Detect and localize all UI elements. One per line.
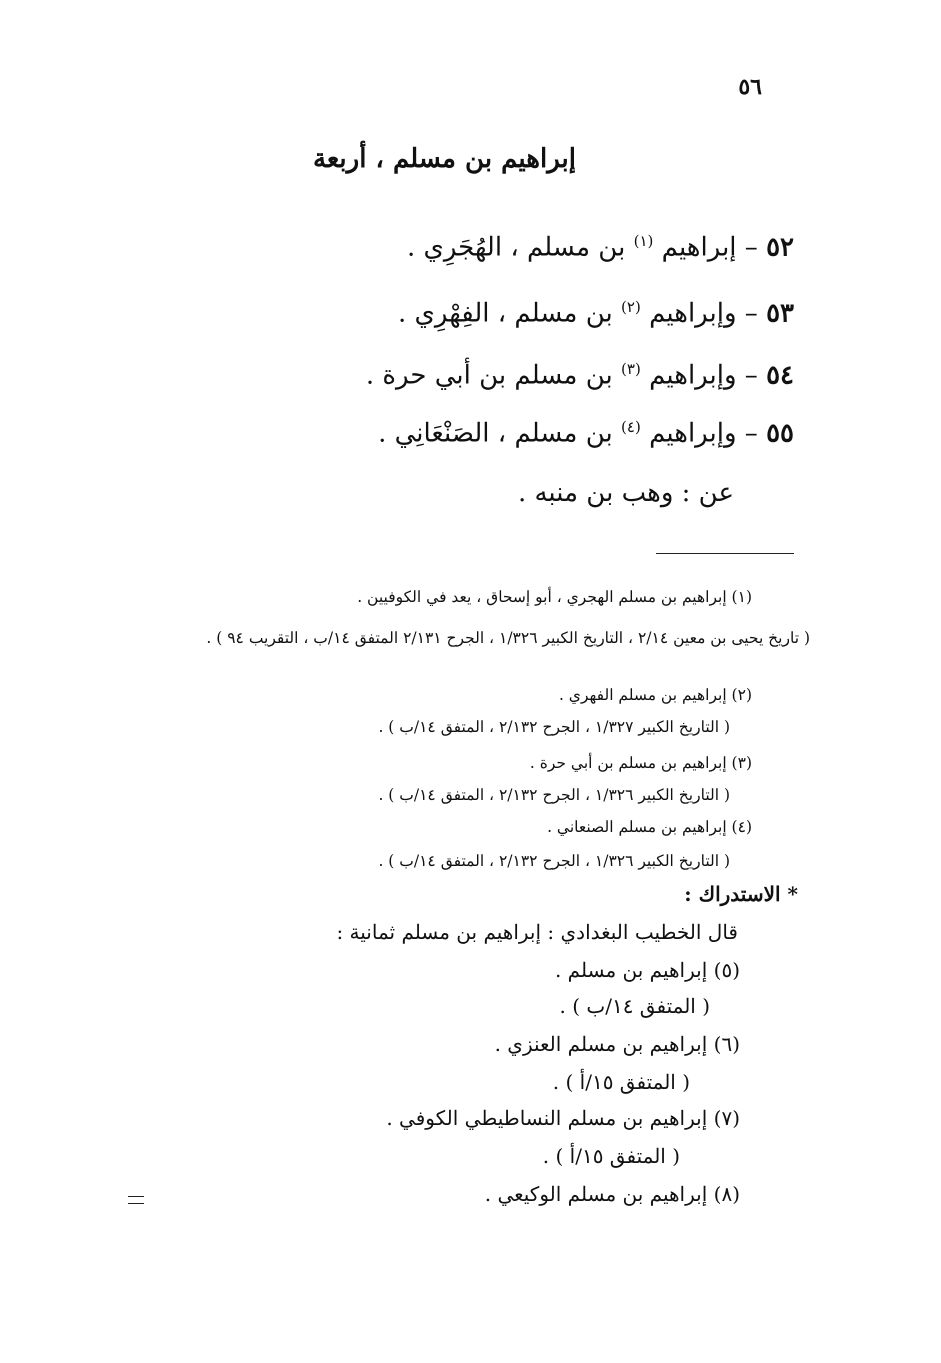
entry-54 [360,360,794,391]
istidrak-ref-5: ( المتفق ١٤/ب ) . [559,994,710,1018]
entry-53 [380,298,794,329]
entry-number: ٥٢ [766,232,794,263]
footnote-ref: (٢) [621,298,641,316]
narrator-line: عن : وهب بن منبه . [517,478,734,508]
entry-number: ٥٣ [766,298,794,329]
istidrak-ref-6: ( المتفق ١٥/أ ) . [552,1070,690,1094]
entry-name-end: بن مسلم ، الفِهْرِي . [398,298,613,329]
footnote-4-line-2: ( التاريخ الكبير ١/٣٢٦ ، الجرح ٢/١٣٢ ، المتفق ١٤/ب ) . [378,852,730,870]
footnote-separator [656,553,794,554]
istidrak-item-8: (٨) إبراهيم بن مسلم الوكيعي . [484,1182,740,1206]
entry-name-start: إبراهيم [661,232,737,263]
entry-number: ٥٤ [766,360,794,391]
istidrak-item-5: (٥) إبراهيم بن مسلم . [554,958,740,982]
footnote-2-line-1: (٢) إبراهيم بن مسلم الفهري . [558,686,752,704]
entry-52 [380,232,794,263]
section-heading: إبراهيم بن مسلم ، أربعة [312,144,576,174]
footnote-1-line-1: (١) إبراهيم بن مسلم الهجري ، أبو إسحاق ، يعد في الكوفيين . [357,588,752,606]
istidrak-ref-7: ( المتفق ١٥/أ ) . [542,1144,680,1168]
footnote-1-line-2: ( تاريخ يحيى بن معين ٢/١٤ ، التاريخ الكبير ١/٣٢٦ ، الجرح ٢/١٣١ المتفق ١٤/ب ، التقريب ٩٤ ) . [206,629,810,647]
entry-name-end: بن مسلم ، الهُجَرِي . [406,232,626,263]
entry-name-end: بن مسلم ، الصَنْعَانِي . [378,418,613,449]
footnote-ref: (١) [633,232,654,250]
entry-number: ٥٥ [766,418,794,449]
page-number: ٥٦ [738,74,762,100]
istidrak-item-6: (٦) إبراهيم بن مسلم العنزي . [494,1032,740,1056]
istidrak-title: * الاستدراك : [684,882,798,906]
entry-name-start: وإبراهيم [649,298,737,329]
footnote-4-line-1: (٤) إبراهيم بن مسلم الصنعاني . [547,818,752,836]
entry-name-end: بن مسلم بن أبي حرة . [365,360,613,391]
footnote-3-line-2: ( التاريخ الكبير ١/٣٢٦ ، الجرح ٢/١٣٢ ، المتفق ١٤/ب ) . [378,786,730,804]
istidrak-intro: قال الخطيب البغدادي : إبراهيم بن مسلم ثمانية : [336,920,738,944]
istidrak-item-7: (٧) إبراهيم بن مسلم النساطيطي الكوفي . [386,1106,740,1130]
footnote-ref: (٤) [621,418,641,436]
entry-name-start: وإبراهيم [649,418,737,449]
continuation-mark [128,1196,144,1204]
footnote-2-line-2: ( التاريخ الكبير ١/٣٢٧ ، الجرح ٢/١٣٢ ، المتفق ١٤/ب ) . [378,718,730,736]
footnote-ref: (٣) [621,360,641,378]
footnote-3-line-1: (٣) إبراهيم بن مسلم بن أبي حرة . [529,754,752,772]
entry-dash: – [744,232,758,263]
entry-name-start: وإبراهيم [649,360,737,391]
entry-dash: – [744,298,758,329]
entry-dash: – [744,360,758,391]
entry-dash: – [744,418,758,449]
entry-55 [360,418,794,449]
